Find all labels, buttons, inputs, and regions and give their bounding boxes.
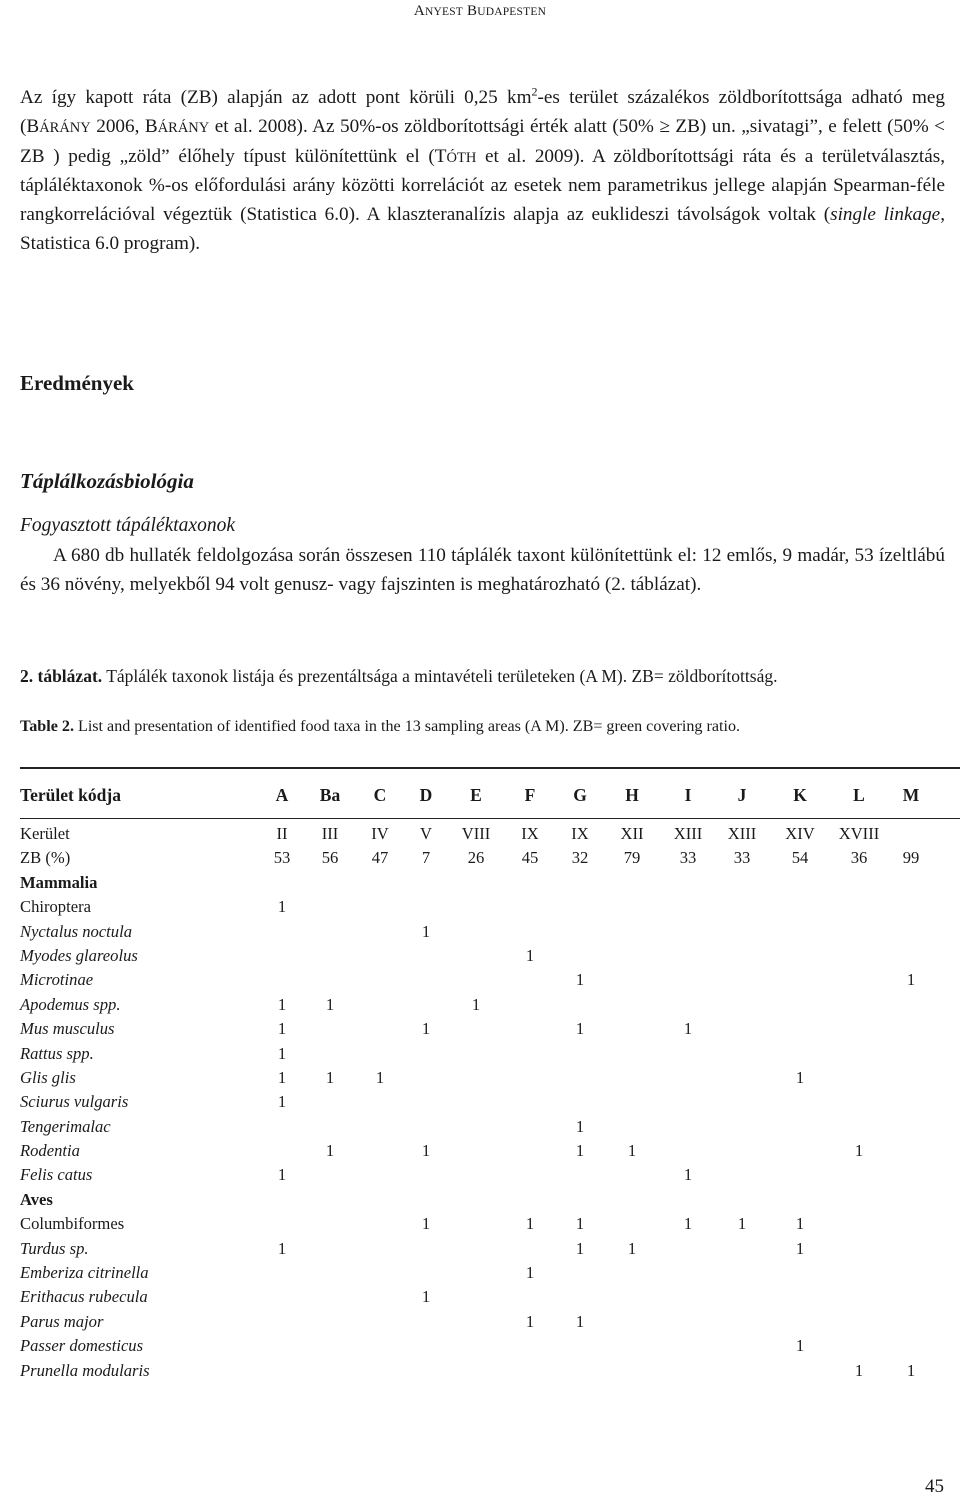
row-label: ZB (%) — [20, 848, 71, 868]
table-row — [20, 994, 960, 1018]
table-cell: 1 — [575, 1238, 585, 1258]
subsection-heading-feeding: Táplálkozásbiológia — [20, 469, 194, 493]
table-cell: V — [420, 824, 432, 843]
table-cell: 1 — [795, 1238, 805, 1258]
food-taxa-table — [20, 823, 960, 1384]
table-cell: 1 — [575, 1019, 585, 1039]
table-group-row — [20, 872, 960, 896]
table-cell: III — [321, 824, 339, 843]
table-header-row — [20, 782, 960, 810]
table-row — [20, 1286, 960, 1310]
column-header-h: H — [625, 785, 639, 805]
row-label: Turdus sp. — [20, 1238, 89, 1258]
table-cell: 1 — [854, 1360, 864, 1380]
row-label: Rodentia — [20, 1141, 80, 1161]
author-smallcaps: ÁRÁNY — [39, 119, 91, 136]
table-cell: 53 — [273, 848, 291, 868]
table-cell: 33 — [733, 848, 751, 868]
row-label: Kerület — [20, 824, 70, 843]
table-row — [20, 945, 960, 969]
table-cell: 26 — [467, 848, 485, 868]
table-cell: XIII — [727, 824, 757, 843]
table-row — [20, 1311, 960, 1335]
page-number: 45 — [925, 1476, 944, 1497]
table-cell: 1 — [277, 1067, 287, 1087]
running-head-nyest: NYEST — [424, 6, 464, 18]
section-heading-results: Eredmények — [20, 371, 134, 395]
table-cell: 1 — [325, 1141, 335, 1161]
table-cell: 1 — [525, 1214, 535, 1234]
column-header-f: F — [524, 785, 536, 805]
table-caption-hungarian: 2. táblázat. Táplálék taxonok listája és prezentáltsága a mintavételi területeken (A M). ZB= zöldborítottság. — [20, 666, 778, 686]
row-label: Glis glis — [20, 1067, 76, 1087]
running-head-udapesten: UDAPESTEN — [477, 6, 547, 18]
table-cell: 1 — [277, 1092, 287, 1112]
author-smallcaps: ÓTH — [446, 149, 477, 166]
table-cell: 1 — [795, 1336, 805, 1356]
column-header-c: C — [373, 785, 387, 805]
table-cell: 1 — [737, 1214, 747, 1234]
table-cell: 1 — [575, 1214, 585, 1234]
table-cell: 1 — [277, 1043, 287, 1063]
table-cell: 1 — [683, 1019, 693, 1039]
table-cell: IX — [571, 824, 589, 843]
table-caption-english: Table 2. List and presentation of identified food taxa in the 13 sampling areas (A M). ZB= green covering ratio. — [20, 718, 741, 735]
table-cell: 1 — [277, 994, 287, 1014]
column-header-j: J — [737, 785, 747, 805]
table-cell: 1 — [421, 1287, 431, 1307]
table-cell: XIV — [785, 824, 815, 843]
table-cell: 1 — [421, 1019, 431, 1039]
row-label: Myodes glareolus — [20, 945, 138, 965]
table-cell: 36 — [850, 848, 868, 868]
table-cell: IX — [521, 824, 539, 843]
column-header-k: K — [793, 785, 807, 805]
table-cell: XII — [620, 824, 644, 843]
column-header-l: L — [853, 785, 865, 805]
column-header-e: E — [470, 785, 482, 805]
table-row — [20, 896, 960, 920]
table-cell: 54 — [791, 848, 809, 868]
table-group-row — [20, 1189, 960, 1213]
table-cell: 1 — [421, 1214, 431, 1234]
table-cell: 32 — [571, 848, 589, 868]
table-cell: 1 — [906, 970, 916, 990]
table-cell: 1 — [906, 1360, 916, 1380]
km-superscript: 2 — [531, 84, 538, 99]
table-cell: 1 — [575, 970, 585, 990]
table-cell: 79 — [623, 848, 641, 868]
table-row — [20, 847, 960, 871]
row-label: Tengerimalac — [20, 1116, 111, 1136]
table-cell: 1 — [277, 1238, 287, 1258]
running-head-b: B — [463, 3, 478, 19]
row-label: Rattus spp. — [20, 1043, 94, 1063]
row-label: Erithacus rubecula — [20, 1287, 148, 1307]
row-label: Prunella modularis — [20, 1360, 150, 1380]
table-cell: 1 — [277, 1019, 287, 1039]
table-top-rule — [20, 767, 960, 769]
table-cell: 7 — [421, 848, 431, 868]
table-cell: 1 — [525, 1311, 535, 1331]
table-row — [20, 1067, 960, 1091]
table-cell: 1 — [421, 921, 431, 941]
running-head-a: A — [413, 3, 425, 19]
table-row — [20, 969, 960, 993]
column-header-g: G — [573, 785, 587, 805]
table-cell: 1 — [277, 1165, 287, 1185]
table-row — [20, 1213, 960, 1237]
table-row — [20, 1116, 960, 1140]
table-row — [20, 1140, 960, 1164]
table-row — [20, 1360, 960, 1384]
table-cell: 1 — [325, 1067, 335, 1087]
running-head — [0, 3, 960, 20]
table-cell: 47 — [371, 848, 389, 868]
column-header-i: I — [684, 785, 692, 805]
table-cell: 1 — [575, 1141, 585, 1161]
caption-label-en: Table 2. — [20, 718, 74, 735]
table-cell: VIII — [461, 824, 491, 843]
table-cell: XIII — [673, 824, 703, 843]
column-header-ba: Ba — [319, 785, 341, 805]
row-label: Mus musculus — [20, 1019, 115, 1039]
table-cell: XVIII — [838, 824, 880, 843]
single-linkage-term: single linkage — [830, 204, 941, 226]
table-cell: 1 — [627, 1141, 637, 1161]
row-label: Chiroptera — [20, 897, 91, 917]
table-row — [20, 1043, 960, 1067]
table-cell: 1 — [277, 897, 287, 917]
table-cell: 1 — [683, 1214, 693, 1234]
table-cell: 1 — [525, 1263, 535, 1283]
row-label: Aves — [20, 1189, 53, 1209]
author-smallcaps: ÁRÁNY — [157, 119, 210, 136]
subsubsection-heading-consumed: Fogyasztott tápáléktaxonok — [20, 515, 235, 536]
table-cell: IV — [371, 824, 389, 843]
row-label: Felis catus — [20, 1165, 93, 1185]
table-row — [20, 823, 960, 847]
table-header-label: Terület kódja — [20, 785, 121, 805]
row-label: Columbiformes — [20, 1214, 125, 1234]
table-cell: 1 — [795, 1067, 805, 1087]
table-cell: 33 — [679, 848, 697, 868]
row-label: Apodemus spp. — [20, 994, 121, 1014]
column-header-a: A — [275, 785, 289, 805]
methods-paragraph: Az így kapott ráta (ZB) alapján az adott pont körüli 0,25 $km^2-es$ terület százalékos zöldborítottsága adható meg (BÁRÁNY 2006, BÁRÁNY et al. 2008). Az 50%-os zöldborítottsági érték alatt (50% ≥ ZB) un. „sivatagi”, e felett (50% < ZB ) pedig „zöld” élőhely típust különítettünk el (TÓTH et al. 2009). A zöldborítottsági ráta és a területválasztás, tápláléktaxonok %-os előfordulási arány közötti korrelációt az esetek nem parametrikus jellege alapján Spearman-féle rangkorrelációval végeztük (Statistica 6.0). A klaszteranalízis alapja az euklideszi távolságok voltak (single linkage, Statistica 6.0 program). — [20, 84, 945, 254]
column-header-m: M — [902, 785, 920, 805]
row-label: Emberiza citrinella — [20, 1263, 149, 1283]
table-cell: 1 — [854, 1141, 864, 1161]
table-cell: 1 — [325, 994, 335, 1014]
table-cell: 1 — [375, 1067, 385, 1087]
table-cell: 1 — [575, 1116, 585, 1136]
table-cell: 56 — [321, 848, 339, 868]
table-cell: 99 — [902, 848, 920, 868]
row-label: Passer domesticus — [20, 1336, 144, 1356]
table-row — [20, 1238, 960, 1262]
caption-label-hu: 2. táblázat. — [20, 666, 103, 686]
row-label: Sciurus vulgaris — [20, 1092, 129, 1112]
table-cell: 45 — [521, 848, 539, 868]
row-label: Microtinae — [20, 970, 94, 990]
table-row — [20, 1335, 960, 1359]
table-row — [20, 1262, 960, 1286]
row-label: Mammalia — [20, 872, 98, 892]
table-header-rule — [20, 818, 960, 819]
row-label: Parus major — [20, 1311, 104, 1331]
table-cell: 1 — [421, 1141, 431, 1161]
column-header-d: D — [419, 785, 433, 805]
table-row — [20, 1091, 960, 1115]
table-row — [20, 1164, 960, 1188]
table-cell: 1 — [525, 945, 535, 965]
table-cell: 1 — [683, 1165, 693, 1185]
table-cell: II — [276, 824, 288, 843]
results-paragraph: A 680 db hullaték feldolgozása során összesen 110 táplálék taxont különítettünk el: 12 emlős, 9 madár, 53 ízeltlábú és 36 növény, melyekből 94 volt genusz- vagy fajszinten is meghatározható (2. táblázat). — [20, 545, 945, 595]
table-cell: 1 — [795, 1214, 805, 1234]
table-cell: 1 — [471, 994, 481, 1014]
row-label: Nyctalus noctula — [20, 921, 132, 941]
table-cell: 1 — [575, 1311, 585, 1331]
table-row — [20, 1018, 960, 1042]
table-row — [20, 921, 960, 945]
table-cell: 1 — [627, 1238, 637, 1258]
